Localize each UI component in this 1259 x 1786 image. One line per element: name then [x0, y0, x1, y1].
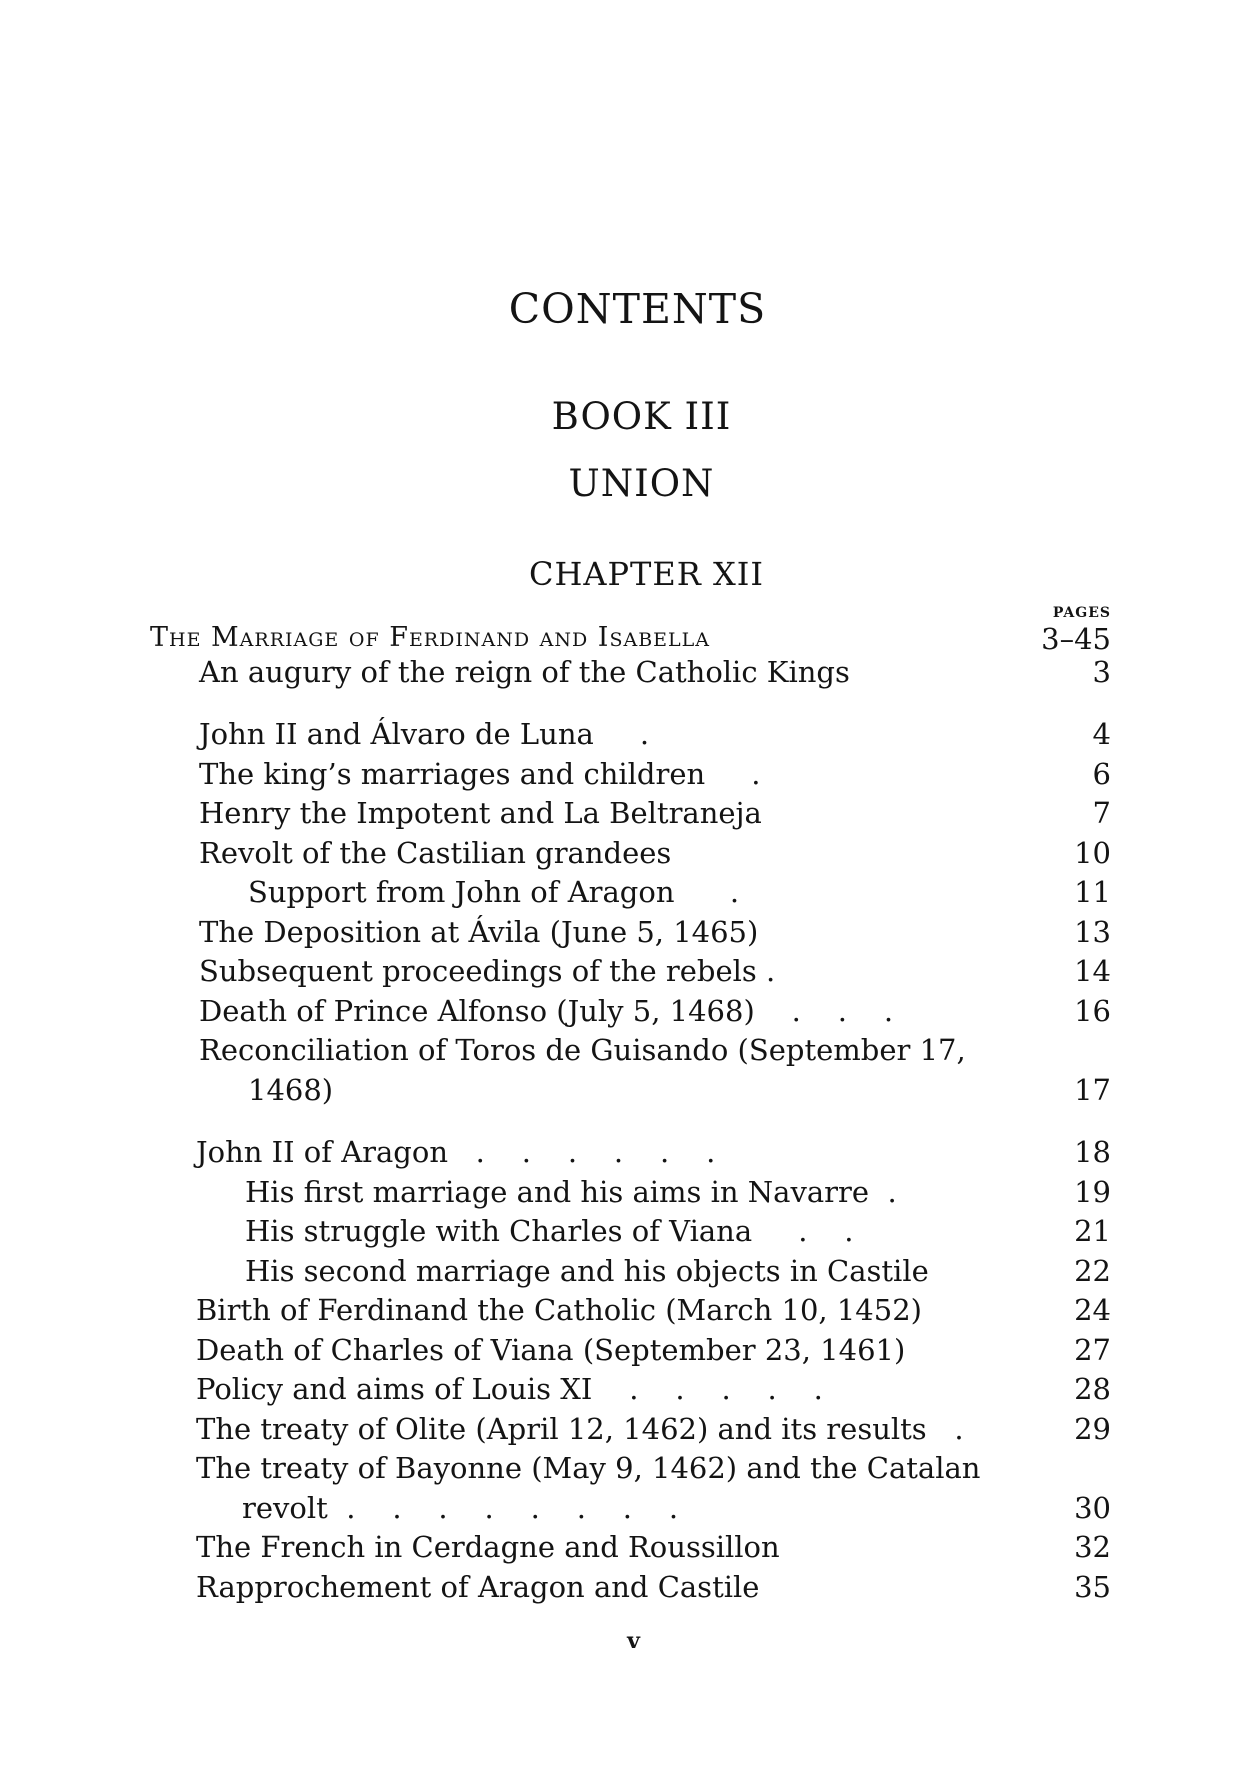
toc-entry-title: Death of Prince Alfonso (July 5, 1468) . . . — [199, 994, 894, 1028]
toc-entry-title: Reconciliation of Toros de Guisando (September 17, — [199, 1033, 966, 1067]
toc-entry — [0, 1488, 1259, 1528]
toc-entry — [0, 1567, 1259, 1607]
chapter-label: CHAPTER XII — [528, 555, 765, 593]
toc-entry-title: Policy and aims of Louis XI . . . . . — [196, 1372, 823, 1406]
toc-entry — [0, 1211, 1259, 1251]
toc-entry — [0, 652, 1259, 692]
toc-entry-title: Subsequent proceedings of the rebels . — [199, 954, 776, 988]
toc-entry — [0, 1290, 1259, 1330]
toc-entry-title: Revolt of the Castilian grandees — [199, 836, 672, 870]
toc-entry-title: Death of Charles of Viana (September 23, 1461) — [196, 1333, 906, 1367]
toc-entry-page: 11 — [1074, 875, 1111, 909]
toc-entry — [0, 754, 1259, 794]
toc-entry-title: revolt . . . . . . . . — [242, 1491, 679, 1525]
toc-entry-page: 10 — [1074, 836, 1111, 870]
toc-entry — [0, 912, 1259, 952]
toc-entry-page: 18 — [1074, 1135, 1111, 1169]
toc-entry — [0, 1251, 1259, 1291]
toc-entry — [0, 1369, 1259, 1409]
toc-entry-title: John II and Álvaro de Luna . — [199, 717, 650, 751]
toc-entry-title: The treaty of Bayonne (May 9, 1462) and the Catalan — [196, 1451, 981, 1485]
chapter-heading: The Marriage of Ferdinand and Isabella — [150, 622, 710, 653]
toc-entry-title: The treaty of Olite (April 12, 1462) and its results . — [196, 1412, 964, 1446]
toc-entry-page: 29 — [1074, 1412, 1111, 1446]
toc-entry — [0, 1527, 1259, 1567]
toc-entry-page: 16 — [1074, 994, 1111, 1028]
toc-entry-title: The French in Cerdagne and Roussillon — [196, 1530, 780, 1564]
toc-entry-title: Birth of Ferdinand the Catholic (March 10, 1452) — [196, 1293, 922, 1327]
toc-entry-title: The king’s marriages and children . — [199, 757, 761, 791]
toc-entry-page: 35 — [1074, 1570, 1111, 1604]
toc-entry-page: 3 — [1092, 655, 1111, 689]
toc-entry-page: 17 — [1074, 1073, 1111, 1107]
toc-entry-page: 21 — [1074, 1214, 1111, 1248]
toc-entry — [0, 951, 1259, 991]
toc-entry-page: 22 — [1074, 1254, 1111, 1288]
toc-entry-title: His struggle with Charles of Viana . . — [245, 1214, 854, 1248]
toc-entry — [0, 833, 1259, 873]
toc-entry-page: 19 — [1074, 1175, 1111, 1209]
toc-entry — [0, 714, 1259, 754]
toc-entry-page: 30 — [1074, 1491, 1111, 1525]
toc-entry-title: His first marriage and his aims in Navarre . — [245, 1175, 897, 1209]
toc-entry-title: John II of Aragon . . . . . . — [196, 1135, 716, 1169]
toc-entry-page: 27 — [1074, 1333, 1111, 1367]
toc-entry-title: Henry the Impotent and La Beltraneja — [199, 796, 762, 830]
toc-entry — [0, 1448, 1259, 1488]
book-subtitle: UNION — [568, 462, 715, 505]
toc-entry-page: 7 — [1092, 796, 1111, 830]
toc-entry-title: The Deposition at Ávila (June 5, 1465) — [199, 915, 759, 949]
pages-column-label: PAGES — [1052, 605, 1111, 621]
toc-entry — [0, 1409, 1259, 1449]
page-title: CONTENTS — [508, 285, 767, 333]
toc-entry-page: 6 — [1092, 757, 1111, 791]
toc-entry-page: 4 — [1092, 717, 1111, 751]
toc-entry-title: His second marriage and his objects in Castile — [245, 1254, 929, 1288]
chapter-page-range: 3–45 — [1041, 622, 1111, 656]
toc-entry — [0, 872, 1259, 912]
toc-entry — [0, 1172, 1259, 1212]
toc-entry — [0, 1030, 1259, 1070]
toc-entry-page: 32 — [1074, 1530, 1111, 1564]
toc-entry-title: An augury of the reign of the Catholic Kings — [199, 655, 850, 689]
page-folio: v — [627, 1628, 640, 1654]
toc-entry-title: Rapprochement of Aragon and Castile — [196, 1570, 760, 1604]
toc-entry-page: 13 — [1074, 915, 1111, 949]
toc-entry-page: 28 — [1074, 1372, 1111, 1406]
toc-entry — [0, 991, 1259, 1031]
toc-entry-title: 1468) — [248, 1073, 334, 1107]
toc-entry — [0, 1070, 1259, 1110]
toc-entry — [0, 1132, 1259, 1172]
toc-entry-page: 14 — [1074, 954, 1111, 988]
toc-entry-page: 24 — [1074, 1293, 1111, 1327]
book-title: BOOK III — [551, 395, 732, 438]
toc-entry — [0, 793, 1259, 833]
toc-entry — [0, 1330, 1259, 1370]
toc-entry-title: Support from John of Aragon . — [248, 875, 740, 909]
